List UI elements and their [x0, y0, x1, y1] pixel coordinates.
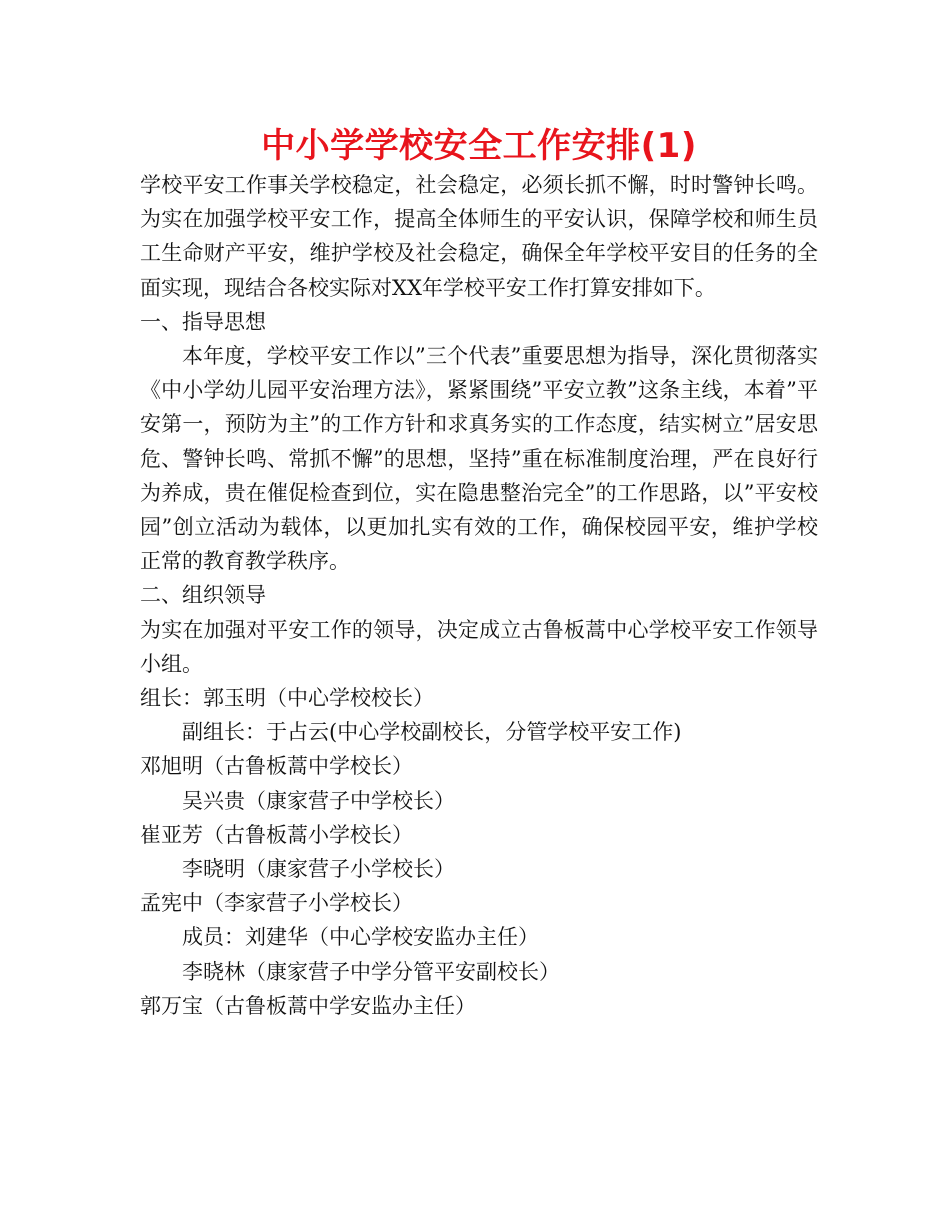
member-line: 崔亚芳（古鲁板蒿小学校长） — [140, 822, 413, 847]
section-heading-guiding-ideology: 一、指导思想 — [140, 309, 266, 334]
document-title: 中小学学校安全工作安排(1) — [261, 126, 697, 166]
member-line: 李晓明（康家营子小学校长） — [182, 857, 455, 882]
member-line: 副组长：于占云(中心学校副校长，分管学校平安工作) — [182, 720, 682, 745]
member-line: 组长：郭玉明（中心学校校长） — [140, 686, 434, 711]
guiding-ideology-paragraph: 本年度，学校平安工作以”三个代表”重要思想为指导，深化贯彻落实《中小学幼儿园平安治理方法》，紧紧围绕”平安立教”这条主线，本着”平安第一，预防为主”的工作方针和求真务实的工作态度，结实树立”居安思危、警钟长鸣、常抓不懈”的思想，坚持”重在标准制度治理，严在良好行为养成，贵在催促检查到位，实在隐患整治完全”的工作思路，以”平安校园”创立活动为载体，以更加扎实有效的工作，确保校园平安，维护学校正常的教育教学秩序。 — [140, 344, 818, 574]
intro-paragraph: 学校平安工作事关学校稳定，社会稳定，必须长抓不懈，时时警钟长鸣。为实在加强学校平安工作，提高全体师生的平安认识，保障学校和师生员工生命财产平安，维护学校及社会稳定，确保全年学校平安目的任务的全面实现，现结合各校实际对XX年学校平安工作打算安排如下。 — [140, 173, 818, 300]
member-line: 成员：刘建华（中心学校安监办主任） — [182, 925, 539, 950]
member-line: 孟宪中（李家营子小学校长） — [140, 891, 413, 916]
member-line: 邓旭明（古鲁板蒿中学校长） — [140, 754, 413, 779]
section-heading-organization: 二、组织领导 — [140, 583, 266, 608]
member-line: 郭万宝（古鲁板蒿中学安监办主任） — [140, 993, 476, 1018]
organization-paragraph: 为实在加强对平安工作的领导，决定成立古鲁板蒿中心学校平安工作领导小组。 — [140, 617, 818, 676]
member-line: 李晓林（康家营子中学分管平安副校长） — [182, 959, 560, 984]
document-body — [140, 168, 818, 1023]
member-line: 吴兴贵（康家营子中学校长） — [182, 788, 455, 813]
